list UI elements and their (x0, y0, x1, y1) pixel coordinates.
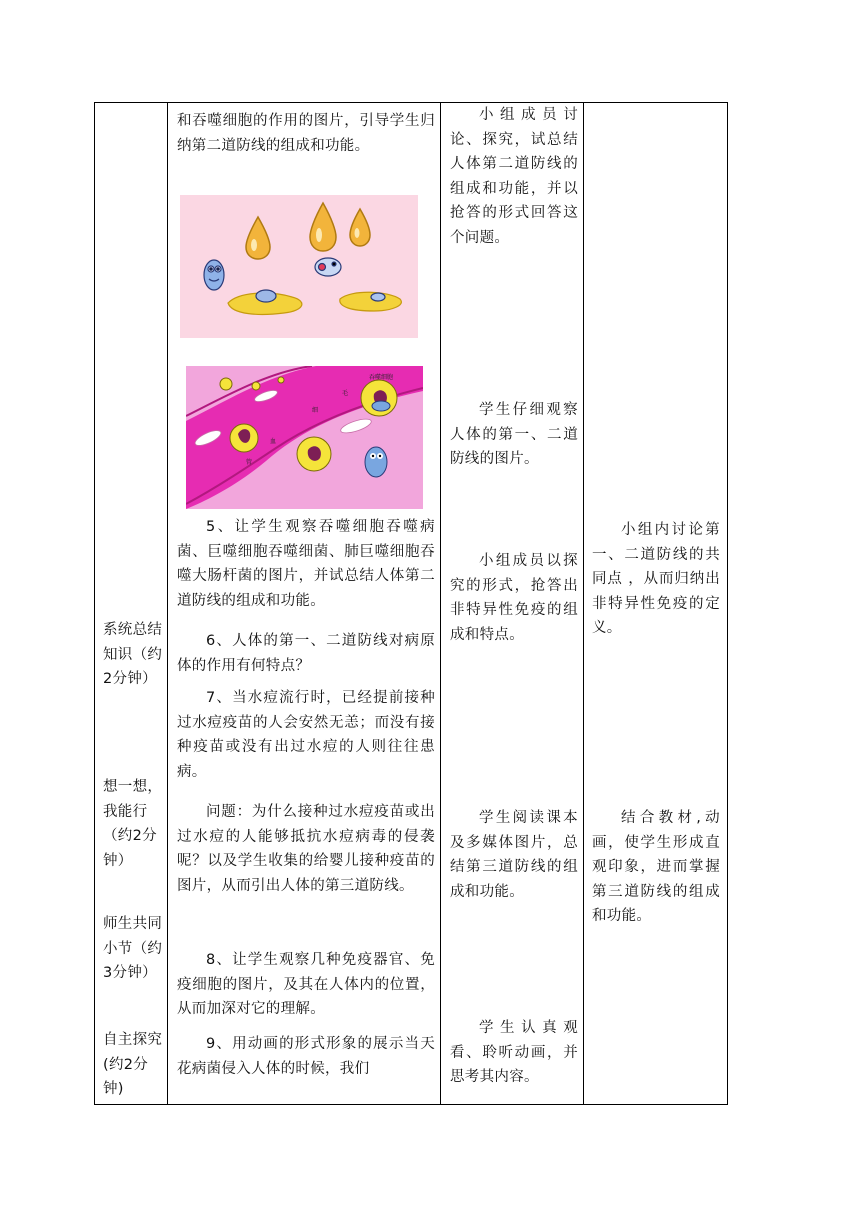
intro-text: 和吞噬细胞的作用的图片，引导学生归纳第二道防线的组成和功能。 (177, 113, 435, 154)
student-activity-4: 学生阅读课本及多媒体图片，总结第三道防线的组成和功能。 (450, 810, 578, 900)
paragraph-6: 6、人体的第一、二道防线对病原体的作用有何特点？ (177, 633, 435, 674)
lesson-plan-table (94, 102, 728, 1105)
student-activity-column (441, 103, 584, 1105)
blood-vessel-illustration (186, 366, 423, 509)
design-intent-2: 结合教材,动画，使学生形成直观印象，进而掌握第三道防线的组成和功能。 (592, 810, 720, 924)
paragraph-7: 7、当水痘流行时，已经提前接种过水痘疫苗的人会安然无恙；而没有接种疫苗或没有出过水痘的人则往往患病。 (177, 690, 435, 780)
student-activity-1: 小组成员讨论、探究，试总结人体第二道防线的组成和功能，并以抢答的形式回答这个问题。 (450, 107, 578, 246)
stage-column (95, 103, 168, 1105)
label-mao: 毛 (342, 390, 349, 397)
paragraph-8: 8、让学生观察几种免疫器官、免疫细胞的图片，及其在人体内的位置，从而加深对它的理解。 (177, 952, 435, 1017)
teacher-activity-column (168, 103, 441, 1105)
student-activity-3: 小组成员以探究的形式，抢答出非特异性免疫的组成和特点。 (450, 553, 578, 643)
stage-think: 想一想，我能行（约2分钟） (103, 779, 163, 869)
label-phagocyte: 吞噬细胞 (369, 374, 394, 381)
student-activity-2: 学生仔细观察人体的第一、二道防线的图片。 (450, 402, 578, 467)
design-intent-1: 小组内讨论第一、二道防线的共同点 ，从而归纳出非特异性免疫的定义。 (592, 522, 720, 636)
question-paragraph: 问题：为什么接种过水痘疫苗或出过水痘的人能够抵抗水痘病毒的侵袭呢？以及学生收集的给婴儿接种疫苗的图片，从而引出人体的第三道防线。 (177, 804, 435, 894)
stage-summary: 系统总结知识（约2分钟） (103, 622, 163, 687)
label-xue: 血 (270, 438, 277, 445)
design-intent-column (584, 103, 728, 1105)
label-xi: 细 (312, 407, 319, 414)
label-guan: 管 (246, 459, 253, 466)
paragraph-5: 5、让学生观察吞噬细胞吞噬病菌、巨噬细胞吞噬细菌、肺巨噬细胞吞噬大肠杆菌的图片，并试总结人体第二道防线的组成和功能。 (177, 519, 435, 609)
paragraph-9: 9、用动画的形式形象的展示当天花病菌侵入人体的时候，我们 (177, 1036, 435, 1077)
stage-self-explore: 自主探究(约2分钟) (103, 1032, 163, 1097)
student-activity-5: 学生认真观看、聆听动画，并思考其内容。 (450, 1020, 578, 1085)
phagocyte-illustration (180, 195, 418, 338)
stage-class-summary: 师生共同小节（约3分钟） (103, 916, 163, 981)
table-row (95, 103, 728, 1105)
